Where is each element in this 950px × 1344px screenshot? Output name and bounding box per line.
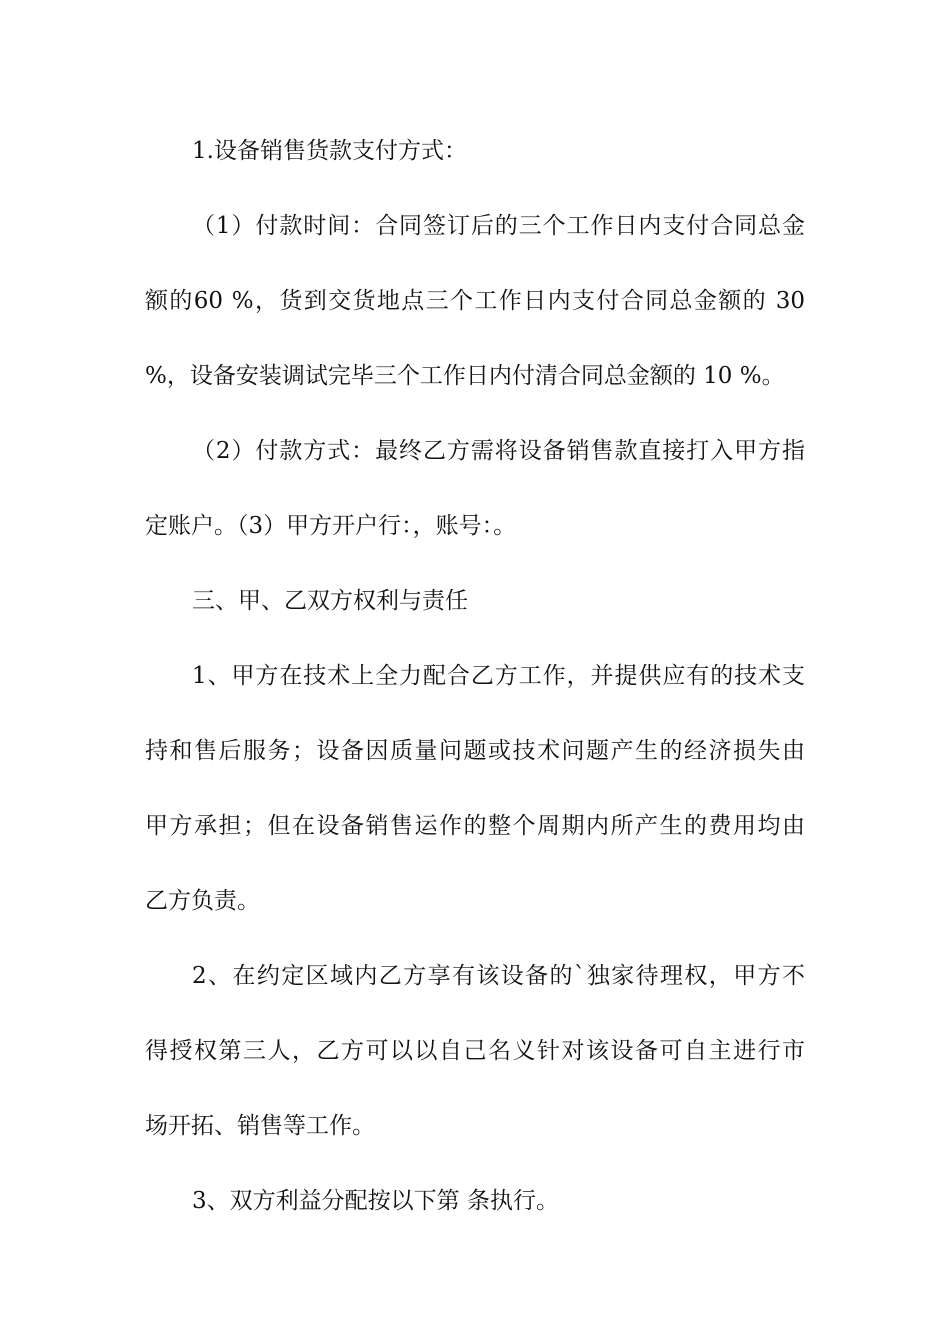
- payment-time-line-3: %，设备安装调试完毕三个工作日内付清合同总金额的 10 %。: [145, 363, 785, 389]
- section-heading-rights: 三、甲、乙双方权利与责任: [192, 588, 468, 614]
- payment-method-line-1: （2）付款方式：最终乙方需将设备销售款直接打入甲方指: [192, 438, 805, 464]
- clause-1-line-4: 乙方负责。: [145, 888, 260, 914]
- clause-1-line-2: 持和售后服务；设备因质量问题或技术问题产生的经济损失由: [145, 738, 805, 764]
- clause-1-line-1: 1、甲方在技术上全力配合乙方工作，并提供应有的技术支: [192, 663, 805, 689]
- payment-time-line-1: （1）付款时间：合同签订后的三个工作日内支付合同总金: [192, 213, 805, 239]
- clause-2-line-3: 场开拓、销售等工作。: [145, 1113, 375, 1139]
- clause-1-line-3: 甲方承担；但在设备销售运作的整个周期内所产生的费用均由: [145, 813, 805, 839]
- clause-2-line-1: 2、在约定区域内乙方享有该设备的`独家待理权，甲方不: [192, 963, 805, 989]
- payment-time-line-2: 额的60 %，货到交货地点三个工作日内支付合同总金额的 30: [145, 288, 805, 314]
- payment-method-line-2: 定账户。（3）甲方开户行：，账号：。: [145, 513, 517, 539]
- clause-2-line-2: 得授权第三人，乙方可以以自己名义针对该设备可自主进行市: [145, 1038, 805, 1064]
- clause-3-line-1: 3、双方利益分配按以下第 条执行。: [192, 1188, 559, 1214]
- payment-method-heading: 1.设备销售货款支付方式：: [192, 138, 467, 164]
